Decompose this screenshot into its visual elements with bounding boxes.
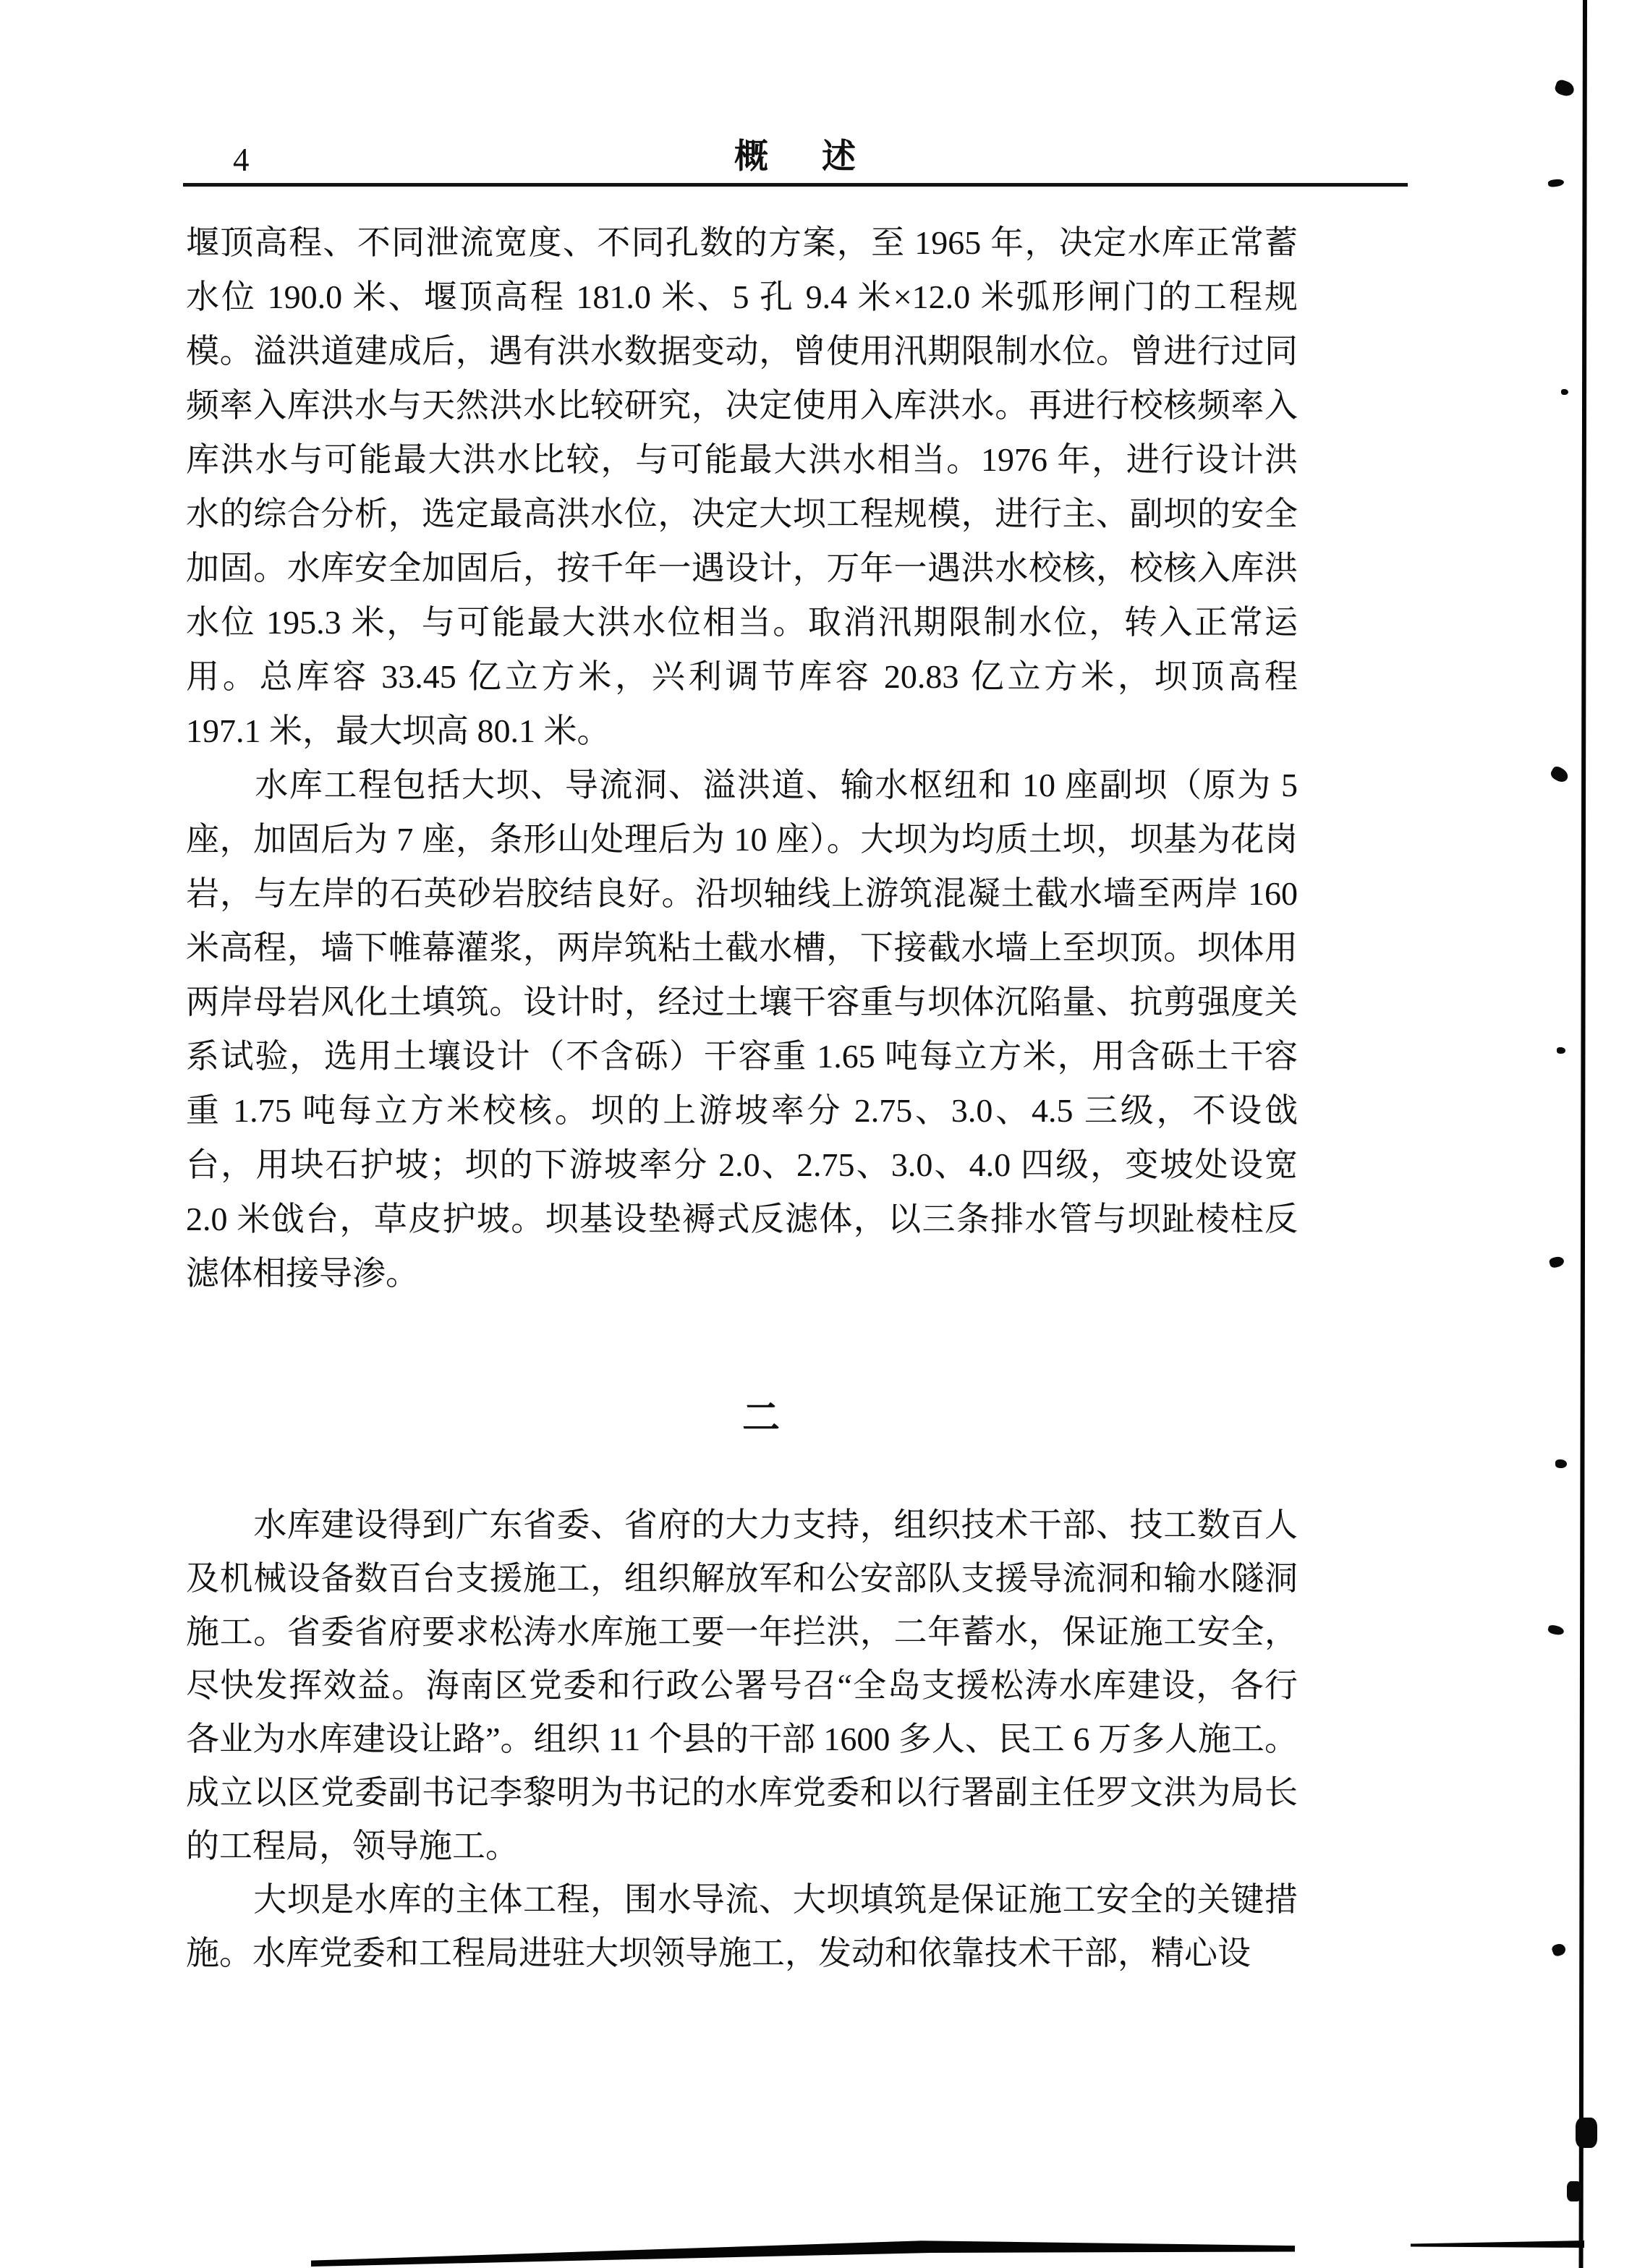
text-line: 尽快发挥效益。海南区党委和行政公署号召“全岛支援松涛水库建设，各行 — [186, 1667, 1298, 1704]
scan-edge-artifact-line — [1579, 0, 1587, 2268]
text-line: 水位 190.0 米、堰顶高程 181.0 米、5 孔 9.4 米×12.0 米弧形闸门的工程规 — [186, 278, 1298, 315]
text-line: 两岸母岩风化土填筑。设计时，经过土壤干容重与坝体沉陷量、抗剪强度关 — [186, 984, 1298, 1020]
text-line: 水位 195.3 米，与可能最大洪水位相当。取消汛期限制水位，转入正常运 — [186, 604, 1298, 641]
text-line: 系试验，选用土壤设计（不含砾）干容重 1.65 吨每立方米，用含砾土干容 — [186, 1038, 1298, 1075]
page-number: 4 — [233, 142, 250, 178]
paragraph-3 — [186, 1498, 1298, 1873]
ink-speck — [1567, 2181, 1581, 2201]
text-line: 座，加固后为 7 座，条形山处理后为 10 座）。大坝为均质土坝，坝基为花岗 — [186, 821, 1298, 858]
paragraph-1 — [186, 216, 1298, 758]
ink-speck — [1547, 1624, 1565, 1636]
text-line: 米高程，墙下帷幕灌浆，两岸筑粘土截水槽，下接截水墙上至坝顶。坝体用 — [186, 929, 1298, 966]
text-line: 堰顶高程、不同泄流宽度、不同孔数的方案，至 1965 年，决定水库正常蓄 — [186, 224, 1298, 261]
ink-speck — [1549, 764, 1570, 785]
scan-streak-bottom — [311, 2239, 1295, 2267]
ink-speck — [1555, 1459, 1567, 1468]
ink-speck — [1554, 78, 1576, 98]
text-line: 197.1 米，最大坝高 80.1 米。 — [186, 712, 611, 749]
text-line: 施工。省委省府要求松涛水库施工要一年拦洪，二年蓄水，保证施工安全， — [186, 1613, 1298, 1650]
header-rule — [183, 183, 1408, 187]
header-title: 概述 — [734, 138, 909, 176]
text-line: 各业为水库建设让路”。组织 11 个县的干部 1600 多人、民工 6 万多人施工。 — [186, 1721, 1298, 1757]
text-line: 库洪水与可能最大洪水比较，与可能最大洪水相当。1976 年，进行设计洪 — [186, 441, 1298, 478]
text-line: 大坝是水库的主体工程，围水导流、大坝填筑是保证施工安全的关键措 — [186, 1881, 1298, 1918]
ink-speck — [1576, 2118, 1597, 2148]
text-line: 台，用块石护坡；坝的下游坡率分 2.0、2.75、3.0、4.0 四级，变坡处设宽 — [186, 1146, 1298, 1183]
section-heading: 二 — [742, 1398, 781, 1439]
paragraph-2 — [186, 758, 1298, 1300]
paragraph-4 — [186, 1873, 1298, 1980]
body-text-block-2 — [186, 1498, 1298, 1980]
text-line: 模。溢洪道建成后，遇有洪水数据变动，曾使用汛期限制水位。曾进行过同 — [186, 333, 1298, 370]
ink-speck — [1561, 389, 1568, 395]
text-line: 成立以区党委副书记李黎明为书记的水库党委和以行署副主任罗文洪为局长 — [186, 1774, 1298, 1811]
text-line: 频率入库洪水与天然洪水比较研究，决定使用入库洪水。再进行校核频率入 — [186, 387, 1298, 424]
body-text-block-1 — [186, 216, 1298, 1300]
ink-speck — [1549, 1256, 1565, 1269]
text-line: 重 1.75 吨每立方米校核。坝的上游坡率分 2.75、3.0、4.5 三级，不设戗 — [186, 1092, 1298, 1129]
text-line: 及机械设备数百台支援施工，组织解放军和公安部队支援导流洞和输水隧洞 — [186, 1560, 1298, 1597]
ink-speck — [1557, 1047, 1565, 1054]
ink-speck — [1547, 179, 1564, 188]
text-line: 用。总库容 33.45 亿立方米，兴利调节库容 20.83 亿立方米，坝顶高程 — [186, 658, 1298, 695]
text-line: 滤体相接导渗。 — [186, 1255, 419, 1292]
ink-speck — [1551, 1942, 1567, 1957]
text-line: 2.0 米戗台，草皮护坡。坝基设垫褥式反滤体，以三条排水管与坝趾棱柱反 — [186, 1201, 1298, 1237]
text-line: 加固。水库安全加固后，按千年一遇设计，万年一遇洪水校核，校核入库洪 — [186, 550, 1298, 587]
text-line: 水库建设得到广东省委、省府的大力支持，组织技术干部、技工数百人 — [186, 1506, 1298, 1543]
text-line: 施。水库党委和工程局进驻大坝领导施工，发动和依靠技术干部，精心设 — [186, 1935, 1251, 1971]
text-line: 水的综合分析，选定最高洪水位，决定大坝工程规模，进行主、副坝的安全 — [186, 495, 1298, 532]
text-line: 水库工程包括大坝、导流洞、溢洪道、输水枢纽和 10 座副坝（原为 5 — [186, 767, 1298, 803]
scan-streak-bottom-right — [1411, 2241, 1584, 2248]
text-line: 的工程局，领导施工。 — [186, 1828, 519, 1864]
text-line: 岩，与左岸的石英砂岩胶结良好。沿坝轴线上游筑混凝土截水墙至两岸 160 — [186, 875, 1298, 912]
